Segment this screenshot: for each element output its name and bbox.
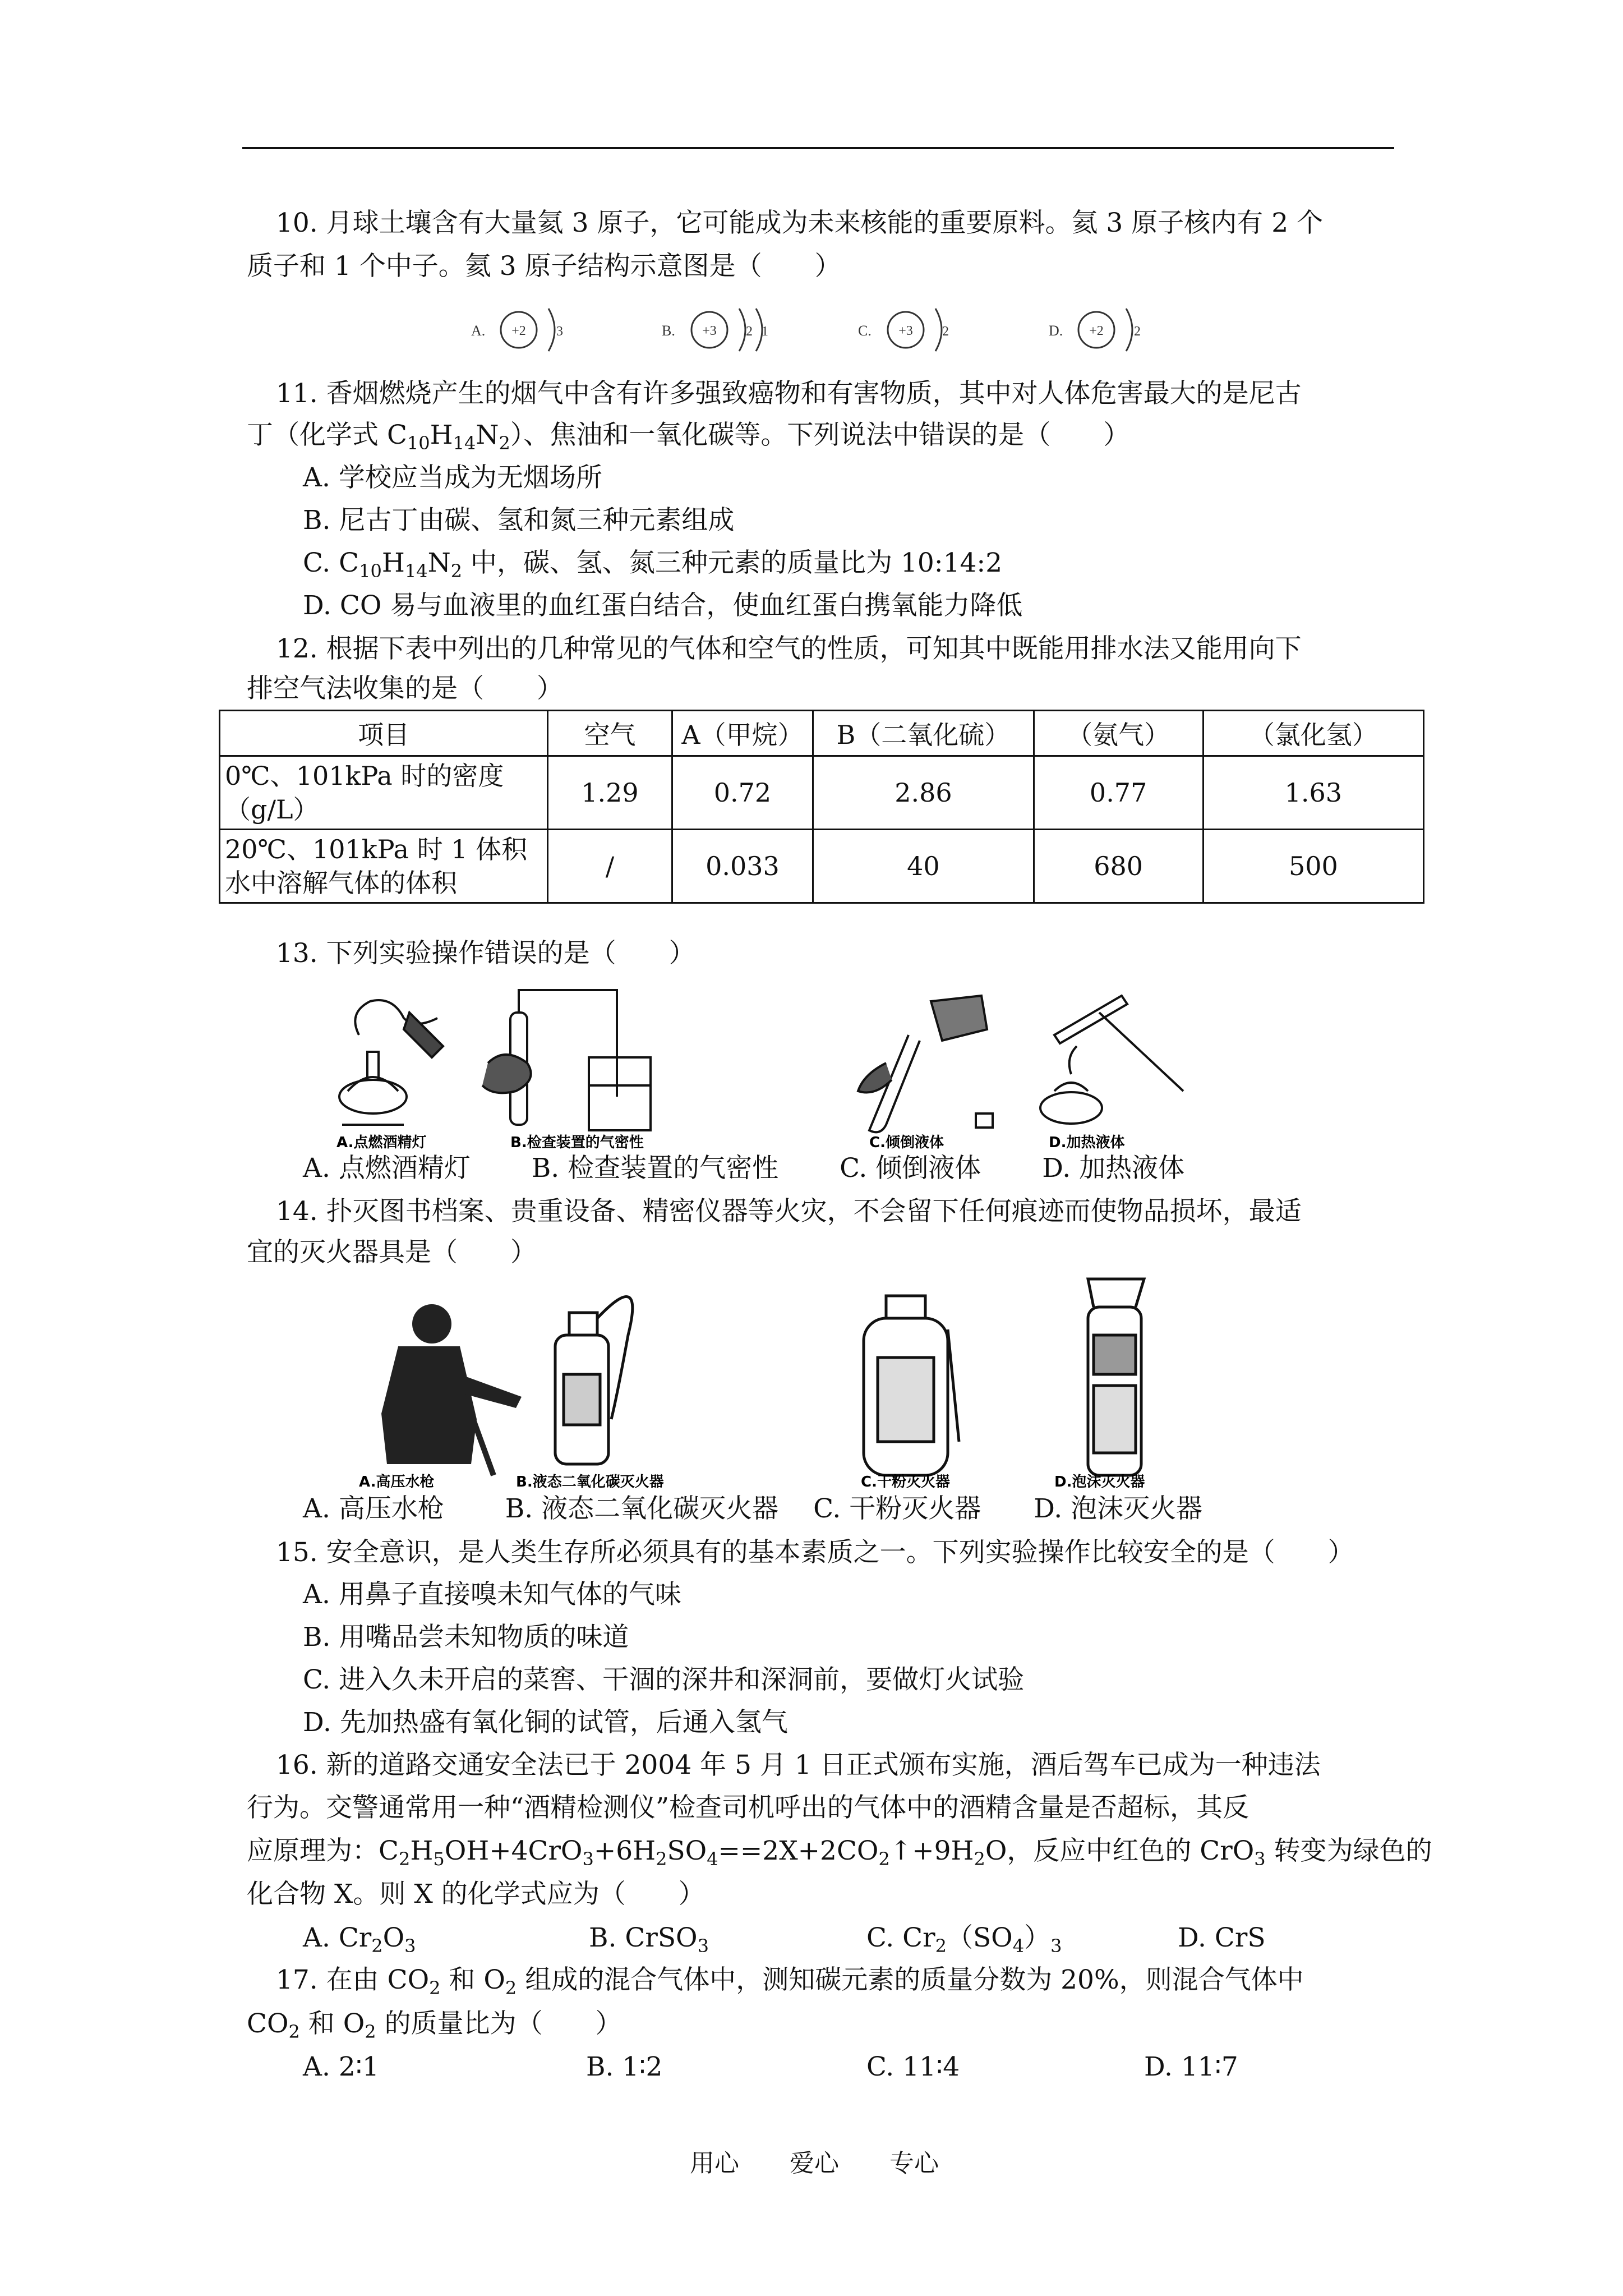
table-header: （氯化氢） bbox=[1203, 711, 1423, 756]
heating-liquid-figure bbox=[1040, 996, 1183, 1124]
svg-text:C.: C. bbox=[858, 323, 872, 339]
lab-operation-figures bbox=[325, 979, 1223, 1158]
q15-option-a: A. 用鼻子直接嗅未知气体的气味 bbox=[303, 1579, 681, 1610]
footer-text: 专心 bbox=[889, 2149, 939, 2178]
table-cell: 1.63 bbox=[1203, 756, 1423, 830]
table-row bbox=[220, 830, 1424, 903]
q15-line1: 15. 安全意识，是人类生存所必须具有的基本素质之一。下列实验操作比较安全的是（ ） bbox=[276, 1537, 1354, 1568]
figure-caption: D.加热液体 bbox=[1049, 1134, 1125, 1151]
gas-properties-table bbox=[219, 710, 1424, 904]
q11-line2: 丁（化学式 $C_{10}H_{14}N_2$）、焦油和一氧化碳等。下列说法中错误的是（ ） bbox=[247, 420, 1130, 454]
svg-text:A.: A. bbox=[471, 323, 486, 339]
foam-extinguisher-figure bbox=[1088, 1279, 1144, 1475]
figure-caption: A.点燃酒精灯 bbox=[336, 1134, 427, 1151]
q11-option-d: D. CO 易与血液里的血红蛋白结合，使血红蛋白携氧能力降低 bbox=[303, 590, 1023, 621]
table-cell: 0.033 bbox=[672, 830, 813, 903]
atom-option-b bbox=[662, 309, 768, 351]
q16-option-c: C. $Cr_2(SO_4)_3$ bbox=[866, 1922, 1062, 1957]
q12-line1: 12. 根据下表中列出的几种常见的气体和空气的性质，可知其中既能用排水法又能用向下 bbox=[276, 633, 1302, 664]
atom-option-a bbox=[471, 309, 563, 351]
table-row-label: 20℃、101kPa 时 1 体积 水中溶解气体的体积 bbox=[220, 830, 548, 903]
high-pressure-water-gun-figure bbox=[381, 1304, 522, 1475]
fire-extinguisher-figures bbox=[348, 1273, 1245, 1498]
q16-line2: 行为。交警通常用一种“酒精检测仪”检查司机呼出的气体中的酒精含量是否超标，其反 bbox=[247, 1792, 1249, 1823]
liquid-co2-extinguisher-figure bbox=[555, 1296, 633, 1464]
q11-option-c: C. $C_{10}H_{14}N_2$ 中，碳、氢、氮三种元素的质量比为 10:14:2 bbox=[303, 547, 1003, 582]
table-cell: 0.72 bbox=[672, 756, 813, 830]
svg-text:+2: +2 bbox=[1089, 324, 1104, 338]
footer-text: 爱心 bbox=[790, 2149, 839, 2178]
q14-line2: 宜的灭火器具是（ ） bbox=[247, 1237, 537, 1268]
q13-options: A. 点燃酒精灯 B. 检查装置的气密性 C. 倾倒液体 D. 加热液体 bbox=[303, 1153, 1185, 1184]
q11-option-a: A. 学校应当成为无烟场所 bbox=[303, 462, 602, 493]
pouring-liquid-figure bbox=[858, 996, 993, 1132]
table-header: 空气 bbox=[548, 711, 672, 756]
q14-line1: 14. 扑灭图书档案、贵重设备、精密仪器等火灾，不会留下任何痕迹而使物品损坏，最适 bbox=[276, 1196, 1302, 1227]
q16-line4: 化合物 X。则 X 的化学式应为（ ） bbox=[247, 1879, 705, 1910]
header-rule bbox=[242, 147, 1394, 149]
q16-option-b: B. CrSO$_3$ bbox=[589, 1922, 709, 1957]
svg-text:+3: +3 bbox=[702, 324, 717, 338]
atom-structure-diagrams bbox=[465, 297, 1166, 359]
atom-option-d bbox=[1049, 309, 1141, 351]
table-header: A（甲烷） bbox=[672, 711, 813, 756]
q16-line3: 应原理为：$C_2H_5OH+4CrO_3+6H_2SO_4==2X+2CO_2↑+9H_2O$，反应中红色的 CrO$_3$ 转变为绿色的 bbox=[247, 1835, 1432, 1870]
svg-text:+2: +2 bbox=[511, 324, 526, 338]
svg-text:2: 2 bbox=[746, 324, 753, 339]
atom-option-c bbox=[858, 309, 949, 351]
alcohol-lamp-lighting-figure bbox=[339, 1000, 443, 1125]
figure-caption: A.高压水枪 bbox=[359, 1474, 435, 1490]
svg-text:D.: D. bbox=[1049, 323, 1063, 339]
svg-text:B.: B. bbox=[662, 323, 675, 339]
table-header: 项目 bbox=[220, 711, 548, 756]
svg-text:3: 3 bbox=[556, 324, 563, 339]
q17-option-d: D. 11∶7 bbox=[1144, 2051, 1238, 2082]
figure-caption: B.液态二氧化碳灭火器 bbox=[516, 1474, 664, 1490]
footer-text: 用心 bbox=[690, 2149, 739, 2178]
svg-text:+3: +3 bbox=[898, 324, 913, 338]
q16-line1: 16. 新的道路交通安全法已于 2004 年 5 月 1 日正式颁布实施，酒后驾车已成为一种违法 bbox=[276, 1750, 1321, 1780]
q10-line1: 10. 月球土壤含有大量氦 3 原子，它可能成为未来核能的重要原料。氦 3 原子核内有 2 个 bbox=[276, 208, 1324, 238]
table-row-label: 0℃、101kPa 时的密度 （g/L） bbox=[220, 756, 548, 830]
figure-caption: B.检查装置的气密性 bbox=[510, 1134, 644, 1151]
q15-option-d: D. 先加热盛有氧化铜的试管，后通入氢气 bbox=[303, 1707, 788, 1738]
figure-caption: D.泡沫灭火器 bbox=[1054, 1474, 1145, 1490]
table-header: （氨气） bbox=[1034, 711, 1203, 756]
q15-option-c: C. 进入久未开启的菜窖、干涸的深井和深洞前，要做灯火试验 bbox=[303, 1664, 1025, 1695]
table-cell: 2.86 bbox=[813, 756, 1034, 830]
table-header: B（二氧化硫） bbox=[813, 711, 1034, 756]
table-cell: 500 bbox=[1203, 830, 1423, 903]
table-cell: 1.29 bbox=[548, 756, 672, 830]
svg-text:2: 2 bbox=[942, 324, 949, 339]
q10-line2: 质子和 1 个中子。氦 3 原子结构示意图是（ ） bbox=[247, 251, 841, 282]
figure-caption: C.倾倒液体 bbox=[869, 1134, 944, 1151]
table-cell: 680 bbox=[1034, 830, 1203, 903]
q17-line2: $CO_2$ 和 $O_2$ 的质量比为（ ） bbox=[247, 2008, 622, 2042]
q16-option-a: A. $Cr_2O_3$ bbox=[303, 1922, 416, 1957]
figure-caption: C.干粉灭火器 bbox=[861, 1474, 950, 1490]
q17-option-b: B. 1∶2 bbox=[586, 2051, 663, 2082]
q11-line1: 11. 香烟燃烧产生的烟气中含有许多强致癌物和有害物质，其中对人体危害最大的是尼古 bbox=[276, 378, 1302, 409]
table-cell: / bbox=[548, 830, 672, 903]
svg-text:1: 1 bbox=[762, 324, 768, 339]
table-header-row bbox=[220, 711, 1424, 756]
q12-line2: 排空气法收集的是（ ） bbox=[247, 673, 563, 704]
q17-option-a: A. 2∶1 bbox=[303, 2051, 379, 2082]
table-cell: 0.77 bbox=[1034, 756, 1203, 830]
q17-line1: 17. 在由 $CO_2$ 和 $O_2$ 组成的混合气体中，测知碳元素的质量分数为 20%，则混合气体中 bbox=[276, 1964, 1304, 1999]
q14-options: A. 高压水枪 B. 液态二氧化碳灭火器 C. 干粉灭火器 D. 泡沫灭火器 bbox=[303, 1493, 1203, 1524]
airtightness-check-figure bbox=[482, 990, 651, 1130]
q15-option-b: B. 用嘴品尝未知物质的味道 bbox=[303, 1622, 629, 1653]
dry-powder-extinguisher-figure bbox=[864, 1296, 959, 1475]
table-row bbox=[220, 756, 1424, 830]
q17-option-c: C. 11∶4 bbox=[866, 2051, 960, 2082]
page-footer bbox=[690, 2143, 989, 2179]
q11-option-b: B. 尼古丁由碳、氢和氮三种元素组成 bbox=[303, 505, 735, 536]
table-cell: 40 bbox=[813, 830, 1034, 903]
svg-text:2: 2 bbox=[1134, 324, 1141, 339]
q13-line1: 13. 下列实验操作错误的是（ ） bbox=[276, 938, 695, 969]
q16-option-d: D. CrS bbox=[1178, 1922, 1266, 1953]
